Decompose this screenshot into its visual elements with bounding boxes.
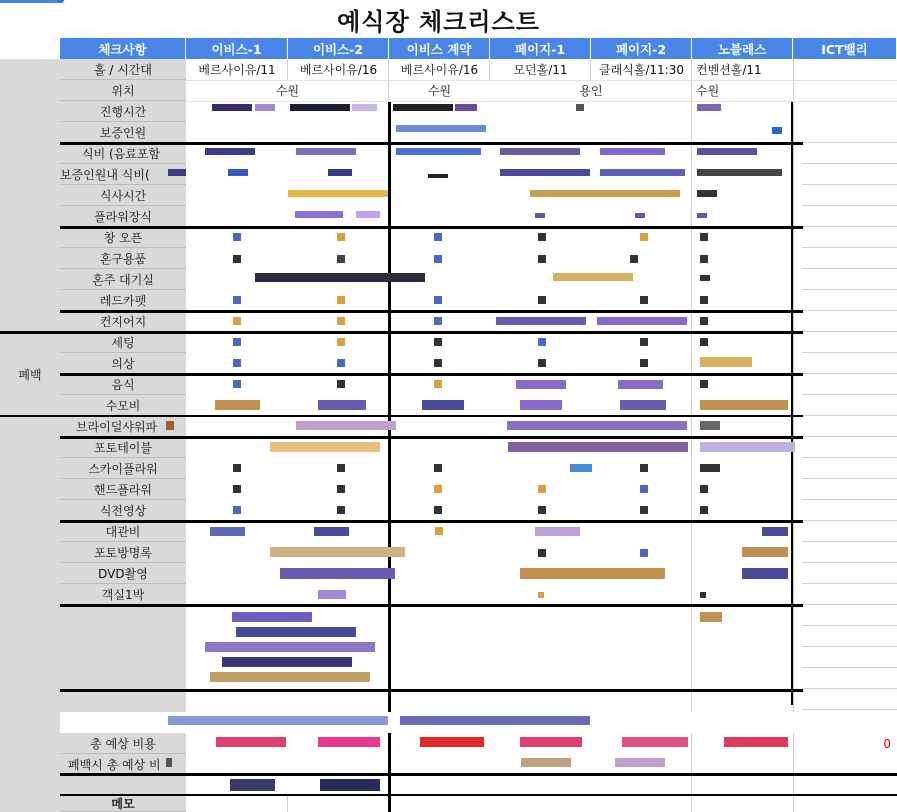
row-label-parents-waiting-room[interactable]: 혼주 대기실 [60, 269, 186, 290]
row-label-hall[interactable]: 홀 / 시간대 [60, 59, 186, 80]
hall-page-2[interactable]: 클래식홀/11:30 [599, 63, 684, 77]
row-label-meal-cost-guaranteed[interactable]: 보증인원내 식비( [60, 164, 186, 185]
row-label-pre-ceremony-video[interactable]: 식전영상 [60, 500, 186, 521]
header-ibis-contract[interactable]: 이비스 계약 [389, 38, 490, 59]
row-label-total-cost[interactable]: 총 예상 비용 [60, 733, 186, 754]
obscured-blank-row-notes [168, 716, 590, 725]
sheet-title[interactable]: 예식장 체크리스트 [337, 7, 540, 36]
row-label-photo-table[interactable]: 포토테이블 [60, 437, 186, 458]
hall-ibis-2[interactable]: 베르사이유/16 [299, 63, 378, 77]
header-noblesse[interactable]: 노블레스 [692, 38, 793, 59]
row-label-setting[interactable]: 세팅 [60, 332, 186, 353]
location-ibis-contract[interactable]: 수원 [427, 84, 452, 98]
obscured-meal-time [288, 190, 717, 197]
obscured-flower [295, 211, 707, 218]
row-label-sky-flower[interactable]: 스카이플라워 [60, 458, 186, 479]
hall-ibis-contract[interactable]: 베르사이유/16 [400, 63, 479, 77]
row-label-bridal-shower[interactable]: 브라이덜샤워파 [60, 416, 186, 437]
row-label-guaranteed-guests[interactable]: 보증인원 [60, 122, 186, 143]
header-ibis-1[interactable]: 이비스-1 [186, 38, 288, 59]
obscured-notes-block [205, 612, 722, 682]
location-ibis[interactable]: 수원 [275, 84, 300, 98]
hall-page-1[interactable]: 모던홀/11 [513, 63, 568, 77]
row-label-attire[interactable]: 의상 [60, 353, 186, 374]
row-label-red-carpet[interactable]: 레드카펫 [60, 290, 186, 311]
group-label-text: 폐백 [18, 368, 42, 382]
hall-noblesse[interactable]: 컨벤션홀/11 [696, 63, 762, 77]
location-noblesse[interactable]: 수원 [696, 84, 720, 98]
row-label-total-cost-pyebaek[interactable]: 폐백시 총 예상 비 [60, 754, 186, 775]
header-ibis-2[interactable]: 이비스-2 [288, 38, 389, 59]
obscured-meal-cost [205, 148, 757, 155]
obscured-progress-time [212, 104, 721, 111]
row-label-photo-guestbook[interactable]: 포토방명록 [60, 542, 186, 563]
header-checklist[interactable]: 체크사항 [60, 38, 186, 59]
row-label-helper-fee[interactable]: 수모비 [60, 395, 186, 416]
header-page-1[interactable]: 페이지-1 [490, 38, 591, 59]
row-label-food[interactable]: 음식 [60, 374, 186, 395]
row-label-meal-cost[interactable]: 식비 (음료포함 [60, 143, 186, 164]
row-label-location[interactable]: 위치 [60, 80, 186, 101]
row-label-meal-time[interactable]: 식사시간 [60, 185, 186, 206]
row-label-progress-time[interactable]: 진행시간 [60, 101, 186, 122]
row-label-guest-room-night[interactable]: 객실1박 [60, 584, 186, 605]
obscured-total-costs [166, 737, 788, 791]
row-label-concierge[interactable]: 컨지어지 [60, 311, 186, 332]
obscured-meal-guaranteed [168, 169, 782, 178]
header-page-2[interactable]: 페이지-2 [591, 38, 692, 59]
location-page[interactable]: 용인 [579, 84, 603, 98]
row-label-window-open[interactable]: 창 오픈 [60, 227, 186, 248]
row-label-wedding-goods[interactable]: 혼구용품 [60, 248, 186, 269]
header-ict-valley[interactable]: ICT밸리 [793, 38, 897, 59]
obscured-column-dots [166, 233, 795, 599]
obscured-guaranteed [396, 125, 782, 134]
total-cost-ict-value[interactable]: 0 [883, 736, 891, 751]
row-label-hand-flower[interactable]: 핸드플라워 [60, 479, 186, 500]
row-label-memo[interactable]: 메모 [60, 796, 186, 812]
hall-ibis-1[interactable]: 베르사이유/11 [198, 63, 276, 77]
row-label-rental-fee[interactable]: 대관비 [60, 521, 186, 542]
row-label-dvd-filming[interactable]: DVD촬영 [60, 563, 186, 584]
row-label-flower-decoration[interactable]: 플라워장식 [60, 206, 186, 227]
